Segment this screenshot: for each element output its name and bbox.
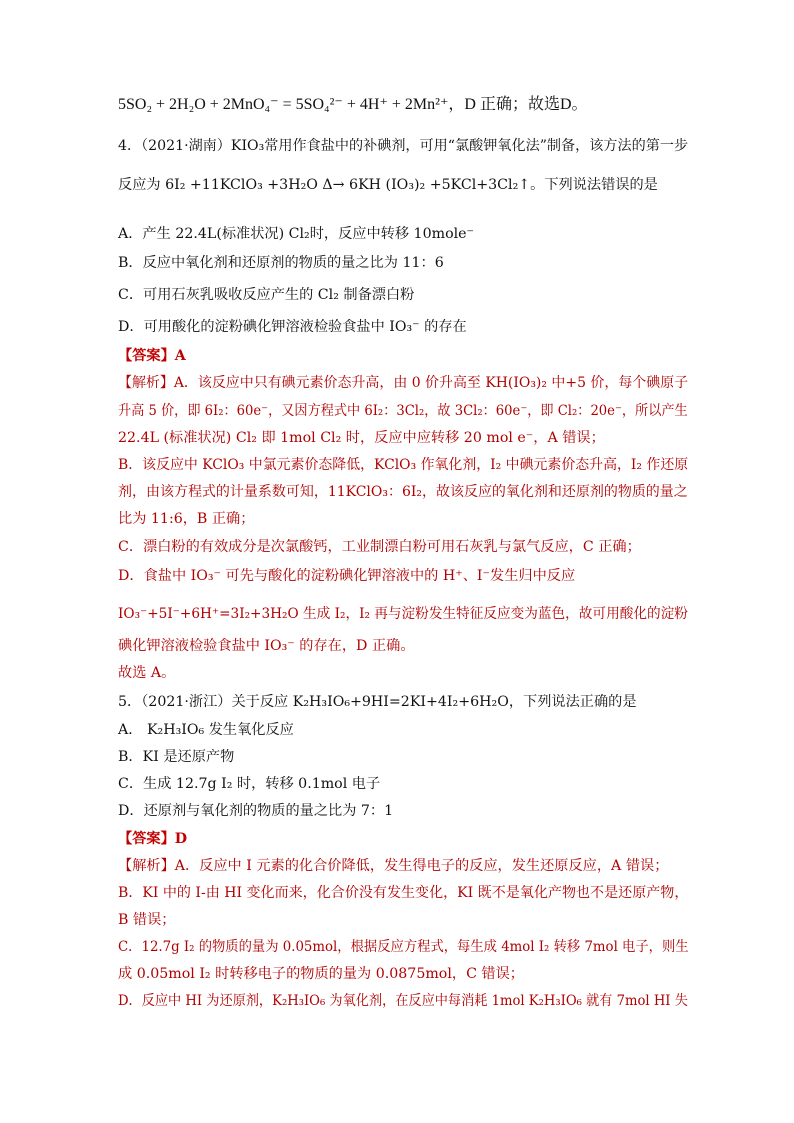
analysis-conclusion: 故选 A。 [118,665,176,681]
option-b: B．反应中氧化剂和还原剂的物质的量之比为 11：6 [118,255,444,271]
analysis-line: D．食盐中 IO₃⁻ 可先与酸化的淀粉碘化钾溶液中的 H⁺、I⁻发生归中反应 [118,568,576,584]
answer-label: 【答案】D [118,831,188,847]
question-5-stem: 5．（2021·浙江）关于反应 K₂H₃IO₆+9HI=2KI+4I₂+6H₂O，下列说法正确的是 [118,694,637,710]
option-b: B．KI 是还原产物 [118,749,235,765]
analysis-line: 【解析】A．反应中 I 元素的化合价降低，发生得电子的反应，发生还原反应，A 错误； [118,858,669,874]
analysis-line: 【解析】A．该反应中只有碘元素价态升高，由 0 价升高至 KH(IO₃)₂ 中+5 价，每个碘原子 [118,375,689,391]
analysis-line: D．反应中 HI 为还原剂，K₂H₃IO₆ 为氧化剂，在反应中每消耗 1mol K₂H₃IO₆ 就有 7mol HI 失 [118,993,688,1009]
option-a: A．产生 22.4L(标准状况) Cl₂时，反应中转移 10mole⁻ [118,226,475,242]
text-line: 反应为 6I₂ +11KClO₃ +3H₂O Δ→ 6KH (IO₃)₂ +5KCl+3Cl₂↑。下列说法错误的是 [118,177,658,193]
analysis-line: 成 0.05mol I₂ 时转移电子的物质的量为 0.0875mol，C 错误； [118,966,524,982]
analysis-line: C．12.7g I₂ 的物质的量为 0.05mol，根据反应方程式，每生成 4mol I₂ 转移 7mol 电子，则生 [118,939,689,955]
option-a: A． K₂H₃IO₆ 发生氧化反应 [118,722,294,738]
question-4-stem: 4．（2021·湖南）KIO₃常用作食盐中的补碘剂，可用“氯酸钾氧化法”制备，该方法的第一步 [118,138,689,154]
analysis-line: 升高 5 价，即 6I₂：60e⁻，又因方程式中 6I₂：3Cl₂，故 3Cl₂：60e⁻，即 Cl₂：20e⁻，所以产生 [118,403,688,419]
analysis-line: C．漂白粉的有效成分是次氯酸钙，工业制漂白粉可用石灰乳与氯气反应，C 正确； [118,539,641,555]
option-c: C．可用石灰乳吸收反应产生的 Cl₂ 制备漂白粉 [118,287,415,303]
analysis-line: 比为 11:6，B 正确； [118,511,255,527]
analysis-line: 22.4L (标准状况) Cl₂ 即 1mol Cl₂ 时，反应中应转移 20 mol e⁻，A 错误； [118,430,605,446]
text-line: 5SO₂ + 2H₂O + 2MnO₄⁻ = 5SO₄²⁻ + 4H⁺ + 2Mn²⁺，D 正确；故选D。 [118,96,588,113]
option-c: C．生成 12.7g I₂ 时，转移 0.1mol 电子 [118,776,381,792]
answer-label: 【答案】A [118,348,186,364]
analysis-line: 剂，由该方程式的计量系数可知，11KClO₃：6I₂，故该反应的氧化剂和还原剂的物质的量之 [118,484,688,500]
option-d: D．可用酸化的淀粉碘化钾溶液检验食盐中 IO₃⁻ 的存在 [118,319,467,335]
analysis-line: 碘化钾溶液检验食盐中 IO₃⁻ 的存在，D 正确。 [118,638,415,654]
analysis-line: B．该反应中 KClO₃ 中氯元素价态降低，KClO₃ 作氧化剂，I₂ 中碘元素价态升高，I₂ 作还原 [118,457,689,473]
analysis-line: B．KI 中的 I-由 HI 变化而来，化合价没有发生变化，KI 既不是氧化产物也不是还原产物， [118,885,689,901]
analysis-equation: IO₃⁻+5I⁻+6H⁺=3I₂+3H₂O 生成 I₂，I₂ 再与淀粉发生特征反应变为蓝色，故可用酸化的淀粉 [118,606,688,622]
option-d: D．还原剂与氧化剂的物质的量之比为 7：1 [118,803,394,819]
analysis-line: B 错误； [118,912,176,928]
